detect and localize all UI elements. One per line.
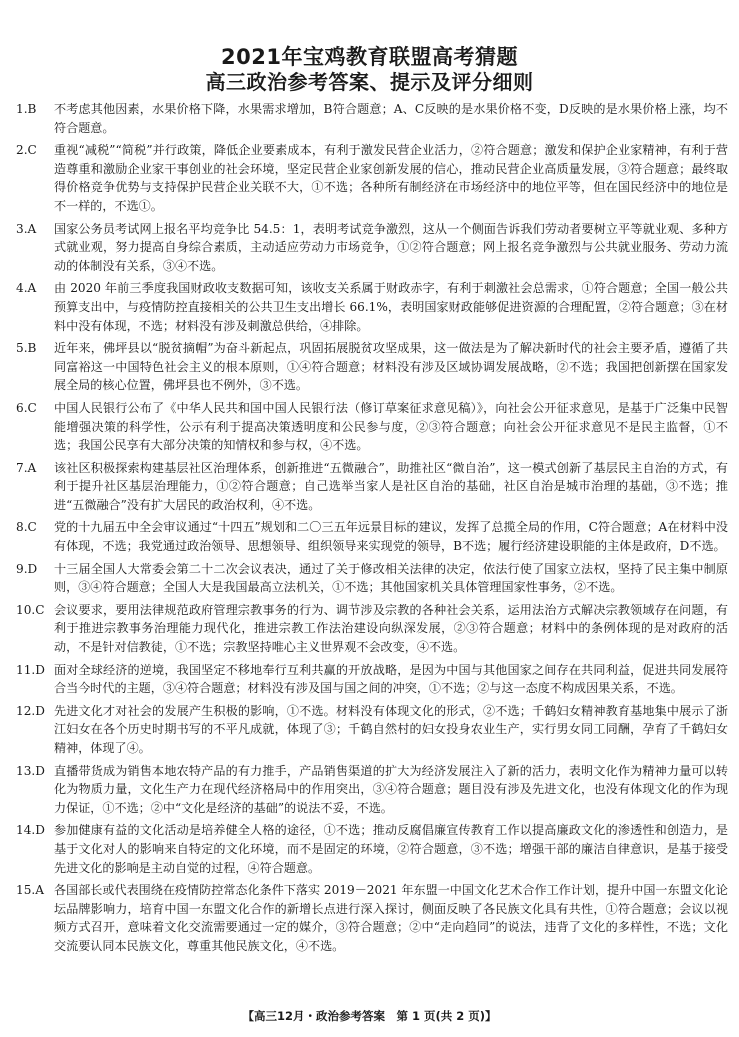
answer-number: 3.A xyxy=(16,221,37,236)
answer-number: 14.D xyxy=(16,823,45,838)
answer-number: 9.D xyxy=(16,561,38,576)
answer-item xyxy=(16,881,728,955)
answer-number: 12.D xyxy=(16,703,45,718)
answer-explanation: 近年来，佛坪县以“脱贫摘帽”为奋斗新起点，巩固拓展脱贫攻坚成果，这一做法是为了解决新时代的社会主要矛盾，遵循了共同富裕这一中国特色社会主义的根本原则，①④符合题意；材料没有涉及区域协调发展战略，②不选；我国把创新摆在国家发展全局的核心位置，佛坪县也不例外，③不选。 xyxy=(54,341,728,393)
answer-item xyxy=(16,399,728,455)
answer-item xyxy=(16,661,728,698)
answer-item xyxy=(16,220,728,276)
answer-number: 13.D xyxy=(16,763,45,778)
answer-number: 11.D xyxy=(16,662,45,677)
answer-item xyxy=(16,279,728,335)
answer-explanation: 该社区积极探索构建基层社区治理体系，创新推进“五微融合”，助推社区“微自治”，这一模式创新了基层民主自治的方式，有利于提升社区基层治理能力，①②符合题意；自己选举当家人是社区自治的基础，社区自治是城市治理的基础，③不选；推进“五微融合”没有扩大居民的政治权利，④不选。 xyxy=(54,460,728,512)
answer-explanation: 不考虑其他因素，水果价格下降，水果需求增加，B符合题意；A、C反映的是水果价格不变，D反映的是水果价格上涨，均不符合题意。 xyxy=(54,102,728,135)
answer-item xyxy=(16,518,728,555)
answer-explanation: 十三届全国人大常委会第二十二次会议表决，通过了关于修改相关法律的决定，依法行使了国家立法权，坚持了民主集中制原则，③④符合题意；全国人大是我国最高立法机关，①不选；其他国家机关具体管理国家性事务，②不选。 xyxy=(54,561,728,595)
answer-item xyxy=(16,141,728,215)
answer-number: 10.C xyxy=(16,602,45,617)
answer-item xyxy=(16,560,728,597)
answer-item xyxy=(16,339,728,395)
answer-item xyxy=(16,702,728,758)
answer-explanation: 由 2020 年前三季度我国财政收支数据可知，该收支关系属于财政赤字，有利于刺激社会总需求，①符合题意；全国一般公共预算支出中，与疫情防控直接相关的公共卫生支出增长 66.1%，表明国家财政能够促进资源的合理配置，②符合题意；③在材料中没有体现，不选；材料没有涉及刺激总供给，④排除。 xyxy=(54,281,728,333)
answer-explanation: 会议要求，要用法律规范政府管理宗教事务的行为、调节涉及宗教的各种社会关系，运用法治方式解决宗教领域存在问题，有利于推进宗教事务治理能力现代化，推进宗教工作法治建设向纵深发展，②③符合题意；材料中的条例体现的是对政府的活动，不是针对信教徒，①不选；宗教坚持唯心主义世界观不会改变，④不选。 xyxy=(54,602,728,655)
answer-item xyxy=(16,459,728,515)
answer-explanation: 重视“减税”“简税”并行政策，降低企业要素成本，有利于激发民营企业活力，②符合题意；激发和保护企业家精神，有利于营造尊重和激励企业家干事创业的社会环境，坚定民营企业家创新发展的信心，推动民营企业高质量发展，③符合题意；最终取得价格竞争优势与支持保护民营企业关联不大，①不选；各种所有制经济在市场经济中的地位平等，但在国民经济中的地位是不一样的，不选①。 xyxy=(54,143,728,213)
answer-number: 8.C xyxy=(16,520,37,535)
answer-explanation: 直播带货成为销售本地农特产品的有力推手，产品销售渠道的扩大为经济发展注入了新的活力，表明文化作为精神力量可以转化为物质力量，文化生产力在现代经济格局中的作用突出，③④符合题意；题目没有涉及先进文化，也没有体现文化的作为现力保证，①不选；②中“文化是经济的基础”的说法不妥，不选。 xyxy=(54,763,728,815)
answer-number: 5.B xyxy=(16,341,37,356)
answer-list xyxy=(16,100,728,960)
answer-subtitle: 高三政治参考答案、提示及评分细则 xyxy=(205,70,534,94)
answer-explanation: 中国人民银行公布了《中华人民共和国中国人民银行法（修订草案征求意见稿）》，向社会公开征求意见，是基于广泛集中民智能增强决策的科学性，公示有利于提高决策透明度和公民参与度，②③符合题意；向社会公开征求意见不是民主监督，①不选；我国公民享有大部分决策的知情权和参与权，④不选。 xyxy=(54,400,728,453)
answer-item xyxy=(16,821,728,877)
answer-number: 6.C xyxy=(16,400,37,415)
answer-item xyxy=(16,762,728,818)
answer-number: 1.B xyxy=(16,102,37,116)
page-footer: 【高三12月・政治参考答案 第 1 页(共 2 页)】 xyxy=(242,1009,497,1023)
answer-explanation: 国家公务员考试网上报名平均竞争比 54.5：1，表明考试竞争激烈，这从一个侧面告诉我们劳动者要树立平等就业观、多种方式就业观，努力提高自身综合素质，主动适应劳动力市场竞争，①②符合题意；网上报名竞争激烈与公共就业服务、劳动力流动的体制没有关系，③④不选。 xyxy=(54,221,728,273)
answer-explanation: 各国部长或代表围绕在疫情防控常态化条件下落实 2019－2021 年东盟一中国文化艺术合作工作计划，提升中国一东盟文化论坛品牌影响力，培育中国一东盟文化合作的新增长点进行深入探讨，侧面反映了各民族文化具有共性，①符合题意；会议以视频方式召开，意味着文化交流需要通过一定的媒介，③符合题意；②中“走向趋同”的说法，违背了文化的多样性，不选；文化交流要认同本民族文化，尊重其他民族文化，④不选。 xyxy=(54,883,728,953)
answer-explanation: 参加健康有益的文化活动是培养健全人格的途径，①不选；推动反腐倡廉宣传教育工作以提高廉政文化的渗透性和创造力，是基于文化对人的影响来自特定的文化环境，而不是固定的环境，②符合题意，③不选；增强干部的廉洁自律意识，是基于接受先进文化的影响是主动自觉的过程，④符合题意。 xyxy=(54,823,728,875)
answer-explanation: 先进文化才对社会的发展产生积极的影响，①不选。材料没有体现文化的形式，②不选；千鹤妇女精神教育基地集中展示了浙江妇女在各个历史时期书写的不平凡成就，体现了③；千鹤自然村的妇女投身农业生产，实行男女同工同酬，孕育了千鹤妇女精神，体现了④。 xyxy=(54,703,728,755)
answer-number: 15.A xyxy=(16,883,44,898)
answer-item xyxy=(16,601,728,657)
exam-title: 2021年宝鸡教育联盟高考猜题 xyxy=(221,45,518,69)
answer-number: 4.A xyxy=(16,281,37,296)
title-block xyxy=(0,44,739,95)
answer-number: 7.A xyxy=(16,460,37,475)
answer-explanation: 党的十九届五中全会审议通过“十四五”规划和二〇三五年远景目标的建议，发挥了总揽全局的作用，C符合题意；A在材料中没有体现，不选；我党通过政治领导、思想领导、组织领导来实现党的领导，B不选；履行经济建设职能的主体是政府，D不选。 xyxy=(54,520,728,554)
answer-explanation: 面对全球经济的逆境，我国坚定不移地奉行互利共赢的开放战略，是因为中国与其他国家之间存在共同利益，促进共同发展符合当今时代的主题，③④符合题意；材料没有涉及国与国之间的冲突，①不选；②与这一态度不构成因果关系，不选。 xyxy=(54,662,728,696)
answer-number: 2.C xyxy=(16,143,37,158)
answer-item xyxy=(16,100,728,137)
